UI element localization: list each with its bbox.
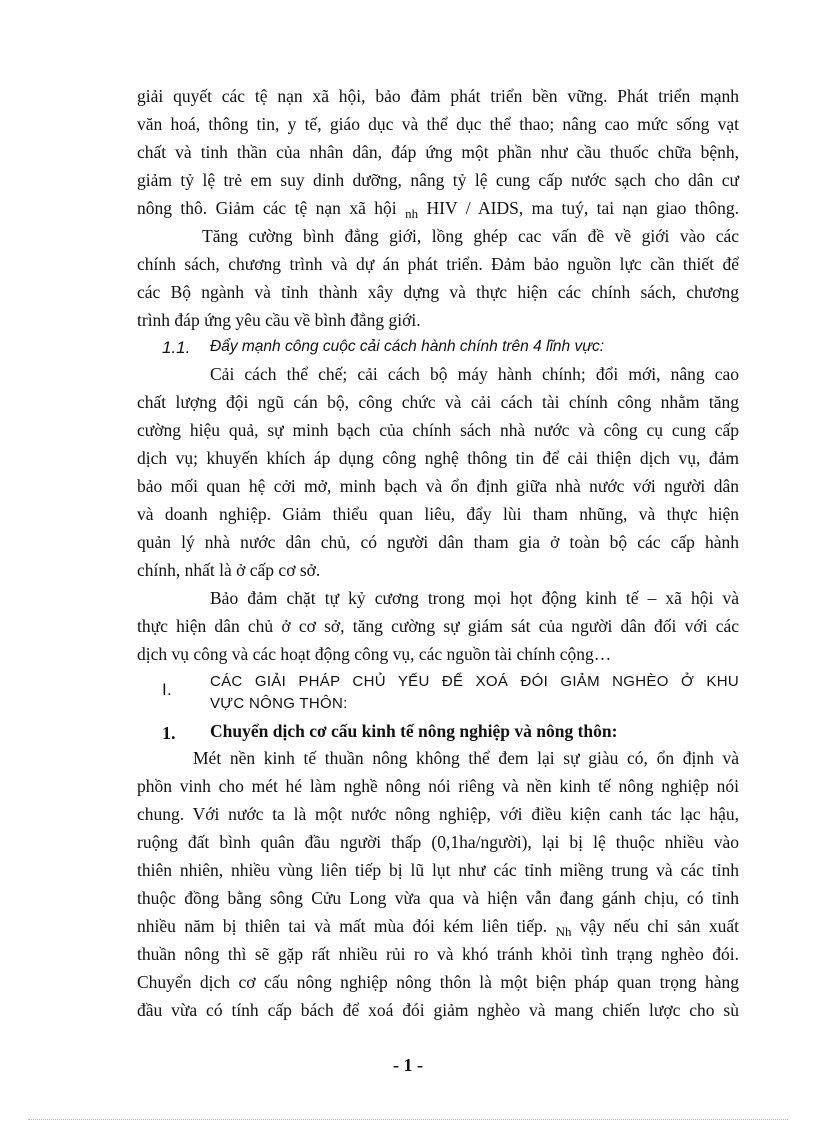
paragraph-line: và doanh nghiệp. Giảm thiểu quan liêu, đẩy lùi tham nhũng, và thực hiện [137, 504, 739, 524]
section-heading: CÁC GIẢI PHÁP CHỦ YẾU ĐỂ XOÁ ĐÓI GIẢM NGHÈO Ở KHU [210, 673, 739, 690]
paragraph-line [137, 196, 739, 222]
text-span: HIV / AIDS, ma tuý, tai nạn giao thông. [426, 198, 740, 218]
paragraph-line: Chuyển dịch cơ cấu nông nghiệp nông thôn là một biện pháp quan trọng hàng [137, 972, 739, 992]
paragraph-line: các Bộ ngành và tỉnh thành xây dựng và thực hiện các chính sách, chương [137, 282, 739, 302]
paragraph-line: Tăng cường bình đẳng giới, lồng ghép cac vấn đề về giới vào các [202, 226, 739, 246]
paragraph-line: giải quyết các tệ nạn xã hội, bảo đảm phát triển bền vững. Phát triển mạnh [137, 86, 739, 106]
paragraph-line: quản lý nhà nước dân chủ, có người dân tham gia ở toàn bộ các cấp hành [137, 532, 739, 552]
paragraph-line: chính, nhất là ở cấp cơ sở. [137, 560, 321, 580]
paragraph-line: phồn vinh cho mét hé làm nghề nông nói riêng và nền kinh tế nông nghiệp nói [137, 776, 739, 796]
section-heading: VỰC NÔNG THÔN: [210, 695, 348, 712]
paragraph-line: đầu vừa có tính cấp bách để xoá đói giảm nghèo và mang chiến lược cho sù [137, 1000, 739, 1020]
subscript-text: nh [405, 206, 419, 221]
paragraph-line: trình đáp ứng yêu cầu về bình đẳng giới. [137, 310, 421, 330]
page-number: - 1 - [393, 1055, 423, 1075]
text-span: nông thô. Giảm các tệ nạn xã hội [137, 198, 397, 218]
text-span: vậy nếu chỉ sản xuất [579, 916, 740, 936]
paragraph-line: thực hiện dân chủ ở cơ sở, tăng cường sự giám sát của người dân đối với các [137, 616, 739, 636]
section-number: I. [162, 680, 173, 699]
paragraph-line: giảm tỷ lệ trẻ em suy dinh dưỡng, nâng tỷ lệ cung cấp nước sạch cho dân cư [137, 170, 739, 190]
paragraph-line: dịch vụ; khuyến khích áp dụng công nghệ thông tin để cải thiện dịch vụ, đảm [137, 448, 739, 468]
paragraph-line: dịch vụ công và các hoạt động công vụ, các nguồn tài chính cộng… [137, 644, 612, 664]
section-number: 1.1. [162, 338, 191, 357]
page-divider [28, 1119, 788, 1120]
paragraph-line: chất lượng đội ngũ cán bộ, công chức và cải cách tài chính công nhằm tăng [137, 392, 739, 412]
paragraph-line: chất và tinh thần của nhân dân, đáp ứng một phần như cầu thuốc chữa bệnh, [137, 142, 739, 162]
subscript-text: Nh [555, 924, 572, 939]
paragraph-line: thuần nông thì sẽ gặp rất nhiều rủi ro và khó tránh khỏi tình trạng nghèo đói. [137, 944, 739, 964]
section-heading: Chuyển dịch cơ cấu kinh tế nông nghiệp và nông thôn: [210, 721, 618, 741]
paragraph-line [137, 914, 739, 940]
paragraph-line: Mét nền kinh tế thuần nông không thể đem lại sự giàu có, ổn định và [193, 748, 739, 768]
paragraph-line: thiên nhiên, nhiều vùng liên tiếp bị lũ lụt như các tỉnh miềng trung và các tỉnh [137, 860, 739, 880]
paragraph-line: chung. Với nước ta là một nước nông nghiệp, với điều kiện canh tác lạc hậu, [137, 804, 739, 824]
paragraph-line: Cải cách thể chế; cải cách bộ máy hành chính; đổi mới, nâng cao [210, 364, 739, 384]
paragraph-line: cường hiệu quả, sự minh bạch của chính sách nhà nước và công cụ cung cấp [137, 420, 739, 440]
paragraph-line: chính sách, chương trình và dự án phát triển. Đảm bảo nguồn lực cần thiết để [137, 254, 739, 274]
text-span: nhiều năm bị thiên tai và mất mùa đói kém liên tiếp. [137, 916, 548, 936]
paragraph-line: thuộc đồng bằng sông Cửu Long vừa qua và hiện vẫn đang gánh chịu, có tỉnh [137, 888, 739, 908]
section-heading: Đẩy mạnh công cuộc cải cách hành chính trên 4 lĩnh vực: [210, 338, 605, 355]
paragraph-line: bảo mối quan hệ cởi mở, minh bạch và ổn định giữa nhà nước với người dân [137, 476, 739, 496]
section-number: 1. [162, 723, 176, 743]
paragraph-line: Bảo đảm chặt tự kỷ cương trong mọi họt động kinh tế – xã hội và [210, 588, 739, 608]
paragraph-line: ruộng đất bình quân đầu người thấp (0,1ha/người), lại bị lệ thuộc nhiều vào [137, 832, 739, 852]
paragraph-line: văn hoá, thông tin, y tế, giáo dục và thể dục thể thao; nâng cao mức sống vạt [137, 114, 739, 134]
